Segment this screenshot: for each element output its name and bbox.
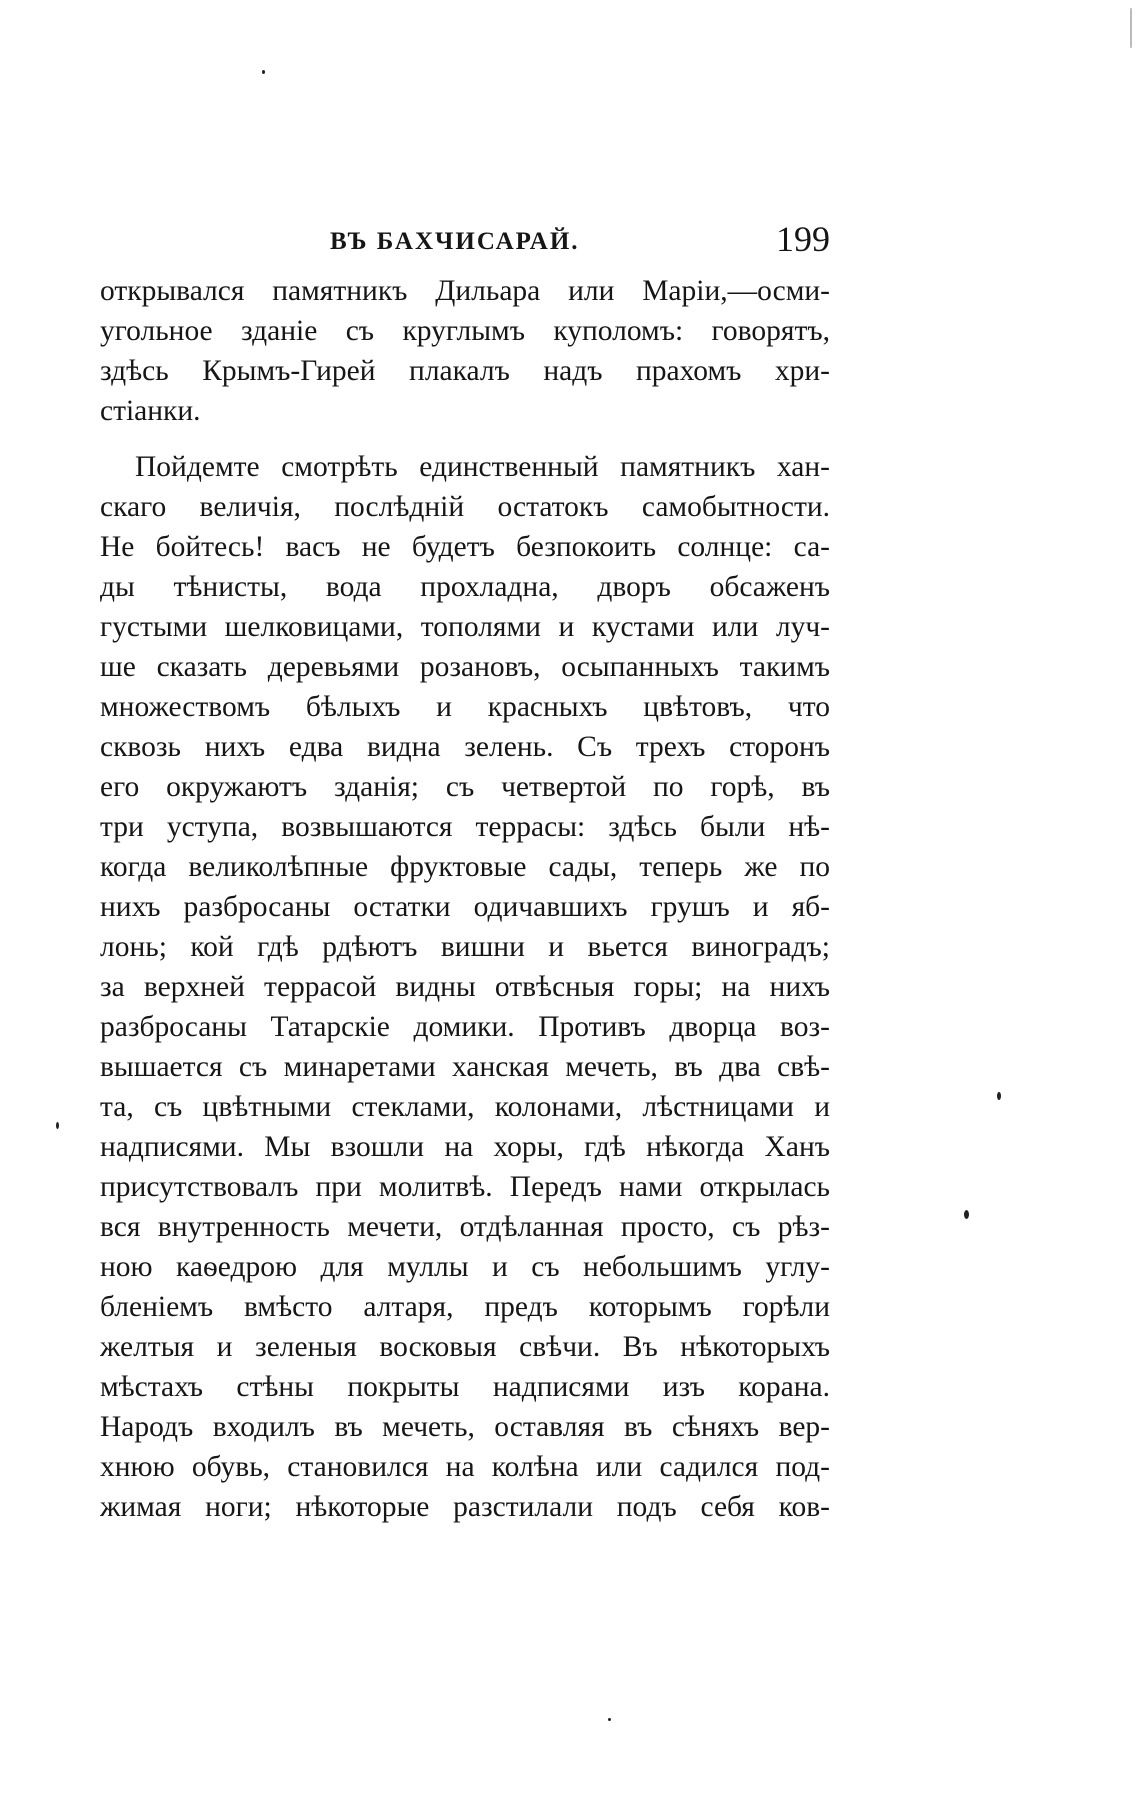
text-line: множествомъ бѣлыхъ и красныхъ цвѣтовъ, что	[100, 691, 830, 723]
text-line: разбросаны Татарскіе домики. Противъ дворца воз-	[100, 1011, 830, 1043]
text-line: ше сказать деревьями розановъ, осыпанныхъ такимъ	[100, 651, 830, 683]
paragraph-gap	[100, 431, 830, 447]
text-line: ды тѣнисты, вода прохладна, дворъ обсаженъ	[100, 571, 830, 603]
page-number: 199	[776, 219, 830, 259]
running-title: ВЪ БАХЧИСАРАЙ.	[330, 228, 580, 255]
scan-speck	[997, 1092, 1001, 1100]
text-line: открывался памятникъ Дильара или Маріи,—осми-	[100, 275, 830, 307]
text-line: густыми шелковицами, тополями и кустами или луч-	[100, 611, 830, 643]
text-line: ною каѳедрою для муллы и съ небольшимъ углу-	[100, 1251, 830, 1283]
text-line: его окружаютъ зданія; съ четвертой по горѣ, въ	[100, 771, 830, 803]
text-line: стіанки.	[100, 395, 201, 427]
scan-speck	[608, 1718, 611, 1721]
text-line: здѣсь Крымъ-Гирей плакалъ надъ прахомъ хри-	[100, 355, 830, 387]
text-line: нихъ разбросаны остатки одичавшихъ грушъ и яб-	[100, 891, 830, 923]
text-line: жимая ноги; нѣкоторые разстилали подъ себя ков-	[100, 1491, 830, 1523]
text-line: бленіемъ вмѣсто алтаря, предъ которымъ горѣли	[100, 1291, 830, 1323]
text-line: надписями. Мы взошли на хоры, гдѣ нѣкогда Ханъ	[100, 1131, 830, 1163]
text-line: желтыя и зеленыя восковыя свѣчи. Въ нѣкоторыхъ	[100, 1331, 830, 1363]
running-head	[100, 218, 830, 262]
text-line: сквозь нихъ едва видна зелень. Съ трехъ сторонъ	[100, 731, 830, 763]
text-line: та, съ цвѣтными стеклами, колонами, лѣстницами и	[100, 1091, 830, 1123]
scan-speck	[56, 1122, 59, 1129]
scan-speck	[262, 70, 265, 74]
text-line: вышается съ минаретами ханская мечеть, въ два свѣ-	[100, 1051, 830, 1083]
text-line: за верхней террасой видны отвѣсныя горы; на нихъ	[100, 971, 830, 1003]
text-line: вся внутренность мечети, отдѣланная просто, съ рѣз-	[100, 1211, 830, 1243]
text-line: угольное зданіе съ круглымъ куполомъ: говорятъ,	[100, 315, 830, 347]
text-line: скаго величія, послѣдній остатокъ самобытности.	[100, 491, 830, 523]
scan-speck	[1130, 8, 1132, 48]
text-line: Не бойтесь! васъ не будетъ безпокоить солнце: са-	[100, 531, 830, 563]
text-line: присутствовалъ при молитвѣ. Передъ нами открылась	[100, 1171, 830, 1203]
text-line: хнюю обувь, становился на колѣна или садился под-	[100, 1451, 830, 1483]
text-line: три уступа, возвышаются террасы: здѣсь были нѣ-	[100, 811, 830, 843]
text-line: мѣстахъ стѣны покрыты надписями изъ корана.	[100, 1371, 830, 1403]
text-line: лонь; кой гдѣ рдѣютъ вишни и вьется виноградъ;	[100, 931, 830, 963]
body-text	[100, 271, 830, 1527]
scan-speck	[964, 1210, 969, 1219]
text-line: Пойдемте смотрѣть единственный памятникъ хан-	[135, 451, 830, 483]
text-line: когда великолѣпные фруктовые сады, теперь же по	[100, 851, 830, 883]
text-line: Народъ входилъ въ мечеть, оставляя въ сѣняхъ вер-	[100, 1411, 830, 1443]
